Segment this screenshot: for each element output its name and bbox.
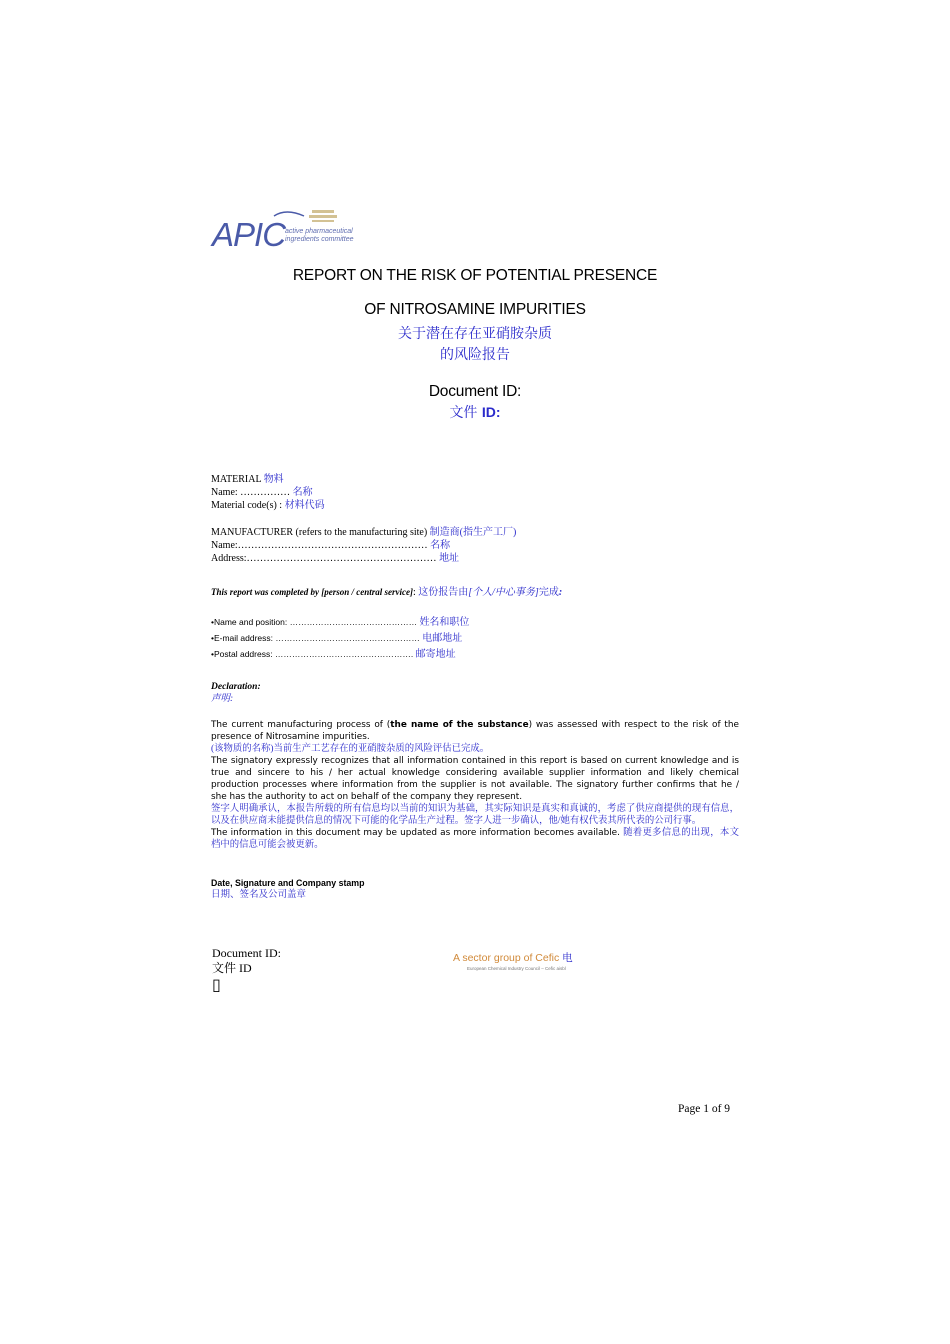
signature-label-cn: 日期、签名及公司盖章 <box>211 890 307 900</box>
apic-tagline-1: active pharmaceutical <box>285 228 353 235</box>
document-id-cn-prefix: 文件 <box>449 405 482 421</box>
document-id-cn-suffix: ID: <box>481 404 501 420</box>
page-number: Page 1 of 9 <box>678 1103 731 1115</box>
footer-doc-id-label: Document ID: <box>212 946 281 960</box>
cefic-footer <box>453 950 573 971</box>
report-title-cn-line2: 的风险报告 <box>440 347 510 363</box>
manufacturer-section <box>211 526 516 565</box>
document-id-heading-cn <box>0 402 950 422</box>
material-name-field: Name: …………… 名称 <box>211 487 313 498</box>
declaration-paragraph-1: The current manufacturing process of (the name of the substance) was assessed with respect to the risk of the presence of Nitrosamine impurities. <box>211 720 739 742</box>
manufacturer-heading: MANUFACTURER (refers to the manufacturing site) 制造商(指生产工厂) <box>211 527 517 538</box>
material-section <box>211 473 325 512</box>
cefic-subtitle: European Chemical Industry Council – Cefic aisbl <box>467 966 566 971</box>
apic-logo <box>212 208 357 254</box>
footer-document-id <box>212 946 281 994</box>
material-heading: MATERIAL 物料 <box>211 474 284 485</box>
report-title-line2: OF NITROSAMINE IMPURITIES <box>364 301 586 318</box>
signature-section <box>211 877 365 901</box>
declaration-paragraph-2-cn: 签字人明确承认，本报告所载的所有信息均以当前的知识为基础，其实际知识是真实和真诚的，考虑了供应商提供的现有信息，以及在供应商未能提供信息的情况下可能的化学品生产过程。签字人进一步确认，他/她有权代表其所代表的公司行事。 <box>211 804 739 826</box>
declaration-heading <box>211 681 261 705</box>
contact-section <box>211 613 469 661</box>
manufacturer-address-field: Address:………………………………………………… 地址 <box>211 553 460 564</box>
manufacturer-name-field: Name:………………………………………………… 名称 <box>211 540 451 551</box>
signature-label: Date, Signature and Company stamp <box>211 878 365 888</box>
report-title-line1: REPORT ON THE RISK OF POTENTIAL PRESENCE <box>292 267 658 284</box>
cefic-text: A sector group of Cefic 电 <box>453 952 573 964</box>
declaration-heading-en: Declaration: <box>211 682 261 692</box>
footer-glyph: ▯ <box>212 975 221 994</box>
contact-postal-field: •Postal address: …………………………………………. 邮寄地址 <box>211 649 456 660</box>
document-id-heading: Document ID: <box>428 383 522 400</box>
contact-email-field: •E-mail address: …………………………………………… 电邮地址 <box>211 633 463 644</box>
footer-doc-id-cn: 文件 ID <box>212 961 252 975</box>
completed-by-line: This report was completed by [person / central service]: 这份报告由[个人/中心事务]完成: <box>211 587 563 598</box>
declaration-heading-cn: 声明: <box>211 694 234 704</box>
apic-tagline-2: ingredients committee <box>285 236 354 243</box>
declaration-body <box>211 719 739 851</box>
apic-wordmark: APIC <box>212 216 286 253</box>
contact-name-field: •Name and position: ……………………………………… 姓名和职位 <box>211 617 470 628</box>
declaration-paragraph-1-cn: (该物质的名称)当前生产工艺存在的亚硝胺杂质的风险评估已完成。 <box>211 744 490 754</box>
report-title-cn-line1: 关于潜在存在亚硝胺杂质 <box>398 326 552 342</box>
declaration-paragraph-2: The signatory expressly recognizes that all information contained in this report is based on current knowledge and is true and sincere to his / her actual knowledge considering available supplier information and likely chemical production processes where information from the supplier is not available. The signatory further confirms that he / she has the authority to act on behalf of the company they represent. <box>211 756 739 802</box>
declaration-paragraph-3: The information in this document may be updated as more information becomes available. 随着更多信息的出现，本文档中的信息可能会被更新。 <box>211 828 739 850</box>
material-code-field: Material code(s) : 材料代码 <box>211 500 325 511</box>
